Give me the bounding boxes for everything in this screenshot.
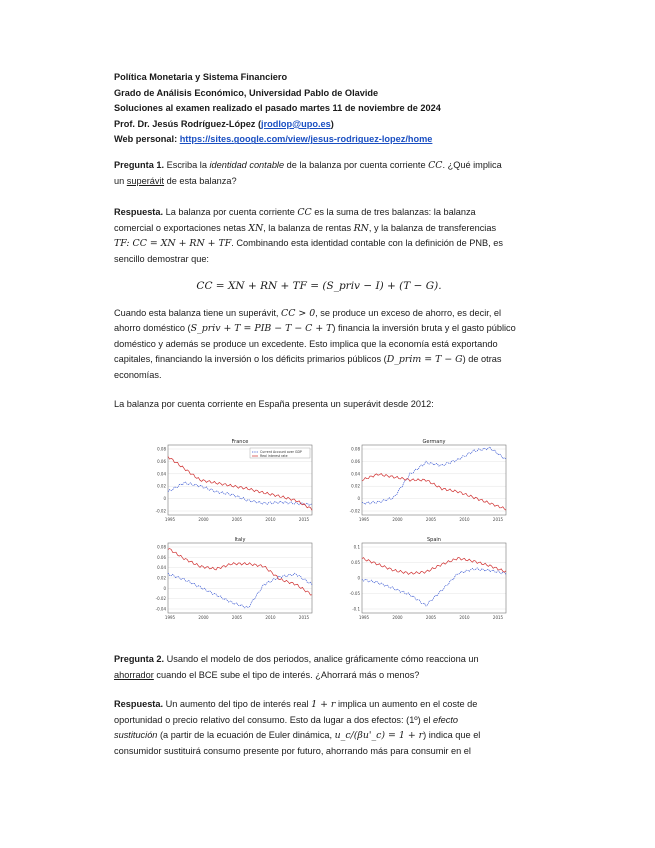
q1-math: CC: [428, 159, 443, 171]
x-tick-label: 2000: [198, 615, 209, 620]
x-tick-label: 1995: [164, 517, 176, 522]
r2-m2: u_c/(βu'_c) = 1 + r: [334, 730, 424, 742]
chart-france: [150, 437, 316, 525]
q2-t: Usando el modelo de dos periodos, analice gráficamente cómo reacciona un: [164, 654, 479, 664]
exam-date-line: Soluciones al examen realizado el pasado martes 11 de noviembre de 2024: [114, 103, 441, 114]
x-tick-label: 2010: [459, 517, 470, 522]
y-tick-label: -0.1: [352, 606, 360, 612]
document-body: [114, 70, 524, 412]
y-tick-label: -0.02: [155, 596, 166, 602]
web-line: [114, 132, 524, 148]
x-tick-label: 2000: [198, 517, 209, 522]
r2-t: Un aumento del tipo de interés real: [163, 699, 312, 710]
r1-m4: TF: CC = XN + RN + TF: [114, 238, 232, 250]
q1-text-3: . ¿Qué implica: [442, 159, 502, 170]
professor-suffix: ): [330, 118, 334, 129]
x-tick-label: 2005: [231, 517, 243, 522]
charts-grid: [150, 437, 510, 623]
x-tick-label: 2015: [298, 517, 310, 522]
chart-spain: [344, 535, 510, 623]
chart-title: France: [231, 439, 249, 445]
y-tick-label: 0.08: [157, 446, 166, 452]
r1b-m: CC > 0: [281, 307, 316, 319]
lower-body: [114, 652, 534, 760]
chart-title: Germany: [422, 439, 446, 445]
professor-name: Prof. Dr. Jesús Rodríguez-López (: [114, 118, 262, 129]
r2-italic: efecto: [432, 714, 459, 725]
r1-t: La balanza por cuenta corriente: [163, 207, 298, 218]
question-2-line-2: [114, 668, 534, 684]
r2-t5: ) indica que el: [423, 730, 481, 741]
r1b-t6: ) de otras: [462, 354, 502, 365]
q1-underline: superávit: [126, 175, 165, 186]
email-link[interactable]: jrodlop@upo.es: [261, 118, 331, 129]
y-tick-label: 0.02: [351, 483, 360, 489]
answer-2-label: Respuesta.: [114, 699, 164, 710]
y-tick-label: 0.04: [157, 471, 166, 477]
y-tick-label: 0.06: [157, 458, 166, 464]
answer-2-line-4: consumidor sustituirá consumo presente por futuro, ahorrando más para consumir en el: [114, 745, 471, 756]
answer-2-line-2: [114, 713, 534, 729]
x-tick-label: 2000: [392, 517, 403, 522]
answer-2-line-3: [114, 728, 534, 744]
x-tick-label: 2010: [265, 517, 276, 522]
chart-germany: [344, 437, 510, 525]
y-tick-label: -0.05: [349, 591, 360, 596]
y-tick-label: 0.04: [157, 565, 166, 571]
web-link[interactable]: https://sites.google.com/view/jesus-rodriguez-lopez/home: [179, 134, 433, 145]
r1-m: CC: [297, 207, 312, 219]
degree-line: Grado de Análisis Económico, Universidad Pablo de Olavide: [114, 87, 379, 98]
r1b-m2: S_priv + T = PIB − T − C + T: [190, 323, 333, 335]
answer-1b-line-5: economías.: [114, 369, 162, 380]
web-label: Web personal:: [114, 134, 180, 145]
answer-1-label: Respuesta.: [114, 207, 164, 218]
q1-text-4: un: [114, 175, 127, 186]
r1b-t: Cuando esta balanza tiene un superávit,: [114, 307, 282, 318]
y-tick-label: 0.08: [157, 544, 166, 550]
series-line: [362, 474, 506, 511]
answer-1b-line-1: [114, 306, 524, 322]
x-tick-label: 1995: [358, 517, 370, 522]
x-tick-label: 2005: [231, 615, 243, 620]
r1b-m3: D_prim = T − G: [386, 354, 463, 366]
y-tick-label: 0.05: [351, 560, 360, 565]
q2-underline: ahorrador: [114, 669, 154, 680]
question-1-label: Pregunta 1.: [114, 159, 165, 170]
question-2-line-1: [114, 652, 534, 668]
series-line: [168, 482, 312, 505]
r1-t2: es la suma de tres balanzas: la balanza: [311, 207, 476, 218]
series-line: [168, 549, 312, 596]
y-tick-label: -0.02: [349, 508, 360, 514]
q1-italic: identidad contable: [209, 159, 285, 170]
r1b-t5: capitales, financiando la inversión o los déficits primarios públicos (: [114, 354, 387, 365]
r1-m3: RN: [353, 222, 369, 234]
answer-1b-line-2: [114, 321, 524, 337]
r1-t4: , la balanza de rentas: [263, 222, 354, 233]
x-tick-label: 2005: [425, 615, 437, 620]
r1-t6: . Combinando esta identidad contable con la definición de PNB, es: [231, 238, 503, 249]
y-tick-label: 0.08: [351, 446, 360, 452]
answer-2-line-1: [114, 697, 534, 713]
r2-t2: implica un aumento en el coste de: [335, 699, 478, 710]
y-tick-label: 0.02: [157, 483, 166, 489]
chart-italy: [150, 535, 316, 623]
x-tick-label: 2000: [392, 615, 403, 620]
x-tick-label: 2015: [492, 615, 504, 620]
y-tick-label: 0.02: [157, 575, 166, 581]
r2-italic-2: sustitución: [114, 730, 158, 741]
q1-text-2: de la balanza por cuenta corriente: [284, 159, 429, 170]
y-tick-label: -0.04: [155, 606, 166, 612]
y-tick-label: 0.06: [351, 458, 360, 464]
question-2-label: Pregunta 2.: [114, 654, 165, 664]
r1-t5: , y la balanza de transferencias: [368, 222, 497, 233]
x-tick-label: 2015: [492, 517, 504, 522]
legend-entry: Real interest rate: [260, 454, 288, 459]
q1-text-5: de esta balanza?: [164, 175, 237, 186]
chart-title: Spain: [427, 537, 441, 543]
r2-t3: oportunidad o precio relativo del consumo. Esto da lugar a dos efectos: (1º) el: [114, 714, 433, 725]
legend-entry: Current Account over GDP: [260, 450, 302, 455]
series-line: [168, 457, 312, 511]
x-tick-label: 2015: [298, 615, 310, 620]
r1-m2: XN: [248, 222, 264, 234]
answer-1-line-4: sencillo demostrar que:: [114, 253, 209, 264]
series-line: [362, 558, 506, 575]
question-1-cont: [114, 174, 524, 190]
y-tick-label: 0.1: [353, 544, 360, 550]
answer-1b-line-4: [114, 352, 524, 368]
q1-text: Escriba la: [164, 159, 210, 170]
r1b-t2: , se produce un exceso de ahorro, es decir, el: [315, 307, 502, 318]
y-tick-label: -0.02: [155, 508, 166, 514]
answer-1-line-3: [114, 236, 524, 252]
x-tick-label: 2005: [425, 517, 437, 522]
r2-t4: (a partir de la ecuación de Euler dinámica,: [157, 730, 335, 741]
professor-line: [114, 117, 524, 133]
y-tick-label: 0: [357, 575, 360, 581]
series-line: [362, 568, 506, 606]
r2-m: 1 + r: [311, 699, 336, 711]
x-tick-label: 1995: [358, 615, 370, 620]
y-tick-label: 0.06: [157, 554, 166, 560]
y-tick-label: 0: [357, 496, 360, 502]
equation: CC = XN + RN + TF = (S_priv − I) + (T − G).: [196, 279, 442, 292]
r1b-t3: ahorro doméstico (: [114, 323, 191, 334]
y-tick-label: 0.04: [351, 471, 360, 477]
r1b-t4: ) financia la inversión bruta y el gasto público: [332, 323, 516, 334]
answer-1-line-2: [114, 221, 524, 237]
x-tick-label: 2010: [459, 615, 470, 620]
answer-1-line-1: [114, 205, 524, 221]
plot-frame: [362, 445, 506, 515]
chart-title: Italy: [234, 537, 246, 543]
r1-t3: comercial o exportaciones netas: [114, 222, 249, 233]
answer-1b-line-3: doméstico y además se produce un excedente. Esto implica que la economía está exportando: [114, 338, 498, 349]
course-title: Política Monetaria y Sistema Financiero: [114, 72, 288, 82]
q2-t2: cuando el BCE sube el tipo de interés. ¿Ahorrará más o menos?: [153, 669, 420, 680]
y-tick-label: 0: [163, 496, 166, 502]
chart-intro: La balanza por cuenta corriente en España presenta un superávit desde 2012:: [114, 398, 434, 409]
x-tick-label: 2010: [265, 615, 276, 620]
x-tick-label: 1995: [164, 615, 176, 620]
y-tick-label: 0: [163, 585, 166, 591]
question-1: [114, 158, 524, 174]
